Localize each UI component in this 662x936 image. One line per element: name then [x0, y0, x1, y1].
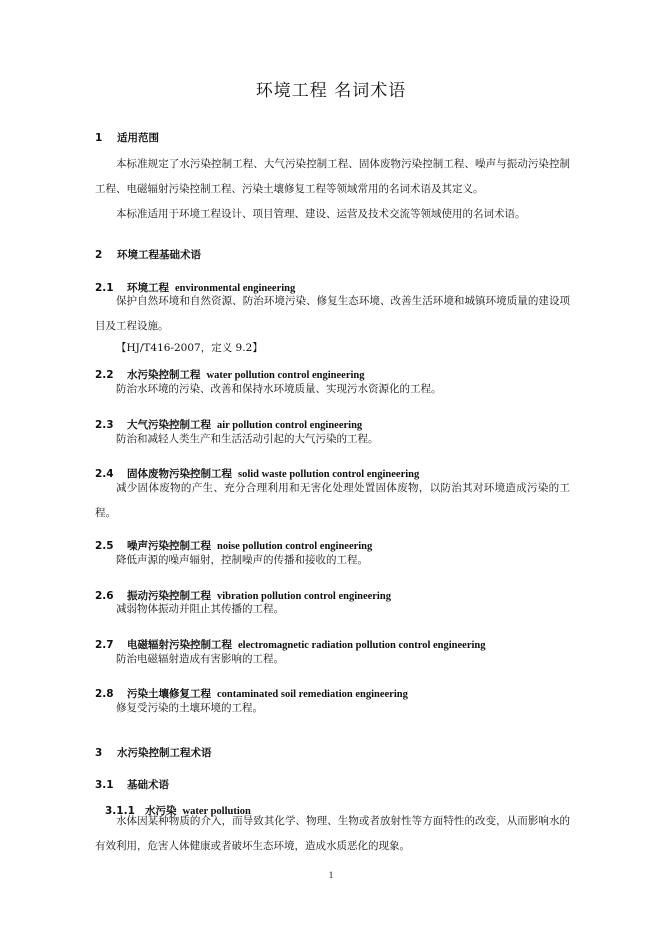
- term-chinese: 固体废物污染控制工程: [127, 468, 232, 480]
- term-number: 3.1: [95, 779, 114, 791]
- term-number: 3.1.1: [105, 805, 135, 817]
- term-english: solid waste pollution control engineering: [238, 469, 420, 480]
- term-definition: 降低声源的噪声辐射，控制噪声的传播和接收的工程。: [116, 554, 368, 566]
- term-english: contaminated soil remediation engineering: [217, 689, 408, 700]
- term-number: 2.2: [95, 369, 114, 381]
- term-definition: 防治水环境的污染、改善和保持水环境质量、实现污水资源化的工程。: [116, 383, 442, 395]
- document-title: 环境工程 名词术语: [255, 81, 407, 101]
- section-2-heading: [95, 247, 201, 262]
- term-chinese: 水污染: [145, 805, 177, 817]
- term-definition: 水体因某种物质的介入，而导致其化学、物理、生物或者放射性等方面特性的改变，从而影响水的有效利用，危害人体健康或者破坏生态环境，造成水质恶化的现象。: [95, 815, 570, 852]
- section-title: 水污染控制工程术语: [117, 747, 212, 759]
- term-number: 2.3: [95, 419, 114, 431]
- section-number: 3: [95, 747, 103, 759]
- paragraph: 本标准规定了水污染控制工程、大气污染控制工程、固体废物污染控制工程、噪声与振动污染控制工程、电磁辐射污染控制工程、污染土壤修复工程等领域常用的名词术语及其定义。: [95, 158, 570, 195]
- term-chinese: 电磁辐射污染控制工程: [127, 639, 232, 651]
- term-definition: 防治和减轻人类生产和生活活动引起的大气污染的工程。: [116, 433, 379, 445]
- term-english: water pollution control engineering: [206, 370, 365, 381]
- term-definition: 减弱物体振动并阻止其传播的工程。: [116, 603, 284, 615]
- term-english: electromagnetic radiation pollution control engineering: [238, 640, 486, 651]
- term-english: air pollution control engineering: [217, 420, 363, 431]
- term-definition: 保护自然环境和自然资源、防治环境污染、修复生态环境、改善生活环境和城镇环境质量的建设项目及工程设施。: [95, 295, 570, 332]
- section-title: 适用范围: [117, 132, 159, 144]
- term-definition: 减少固体废物的产生、充分合理利用和无害化处理处置固体废物，以防治其对环境造成污染的工程。: [95, 482, 570, 519]
- term-definition: 防治电磁辐射造成有害影响的工程。: [116, 653, 284, 665]
- term-chinese: 水污染控制工程: [127, 369, 201, 381]
- term-chinese: 环境工程: [127, 282, 169, 294]
- section-3-heading: [95, 745, 212, 760]
- page-number: 1: [328, 870, 334, 880]
- section-number: 2: [95, 249, 103, 261]
- term-english: noise pollution control engineering: [217, 541, 373, 552]
- term-reference: 【HJ/T416-2007，定义 9.2】: [116, 342, 263, 354]
- paragraph: 本标准适用于环境工程设计、项目管理、建设、运营及技术交流等领域使用的名词术语。: [116, 208, 526, 220]
- term-chinese: 基础术语: [127, 779, 169, 791]
- term-definition: 修复受污染的土壤环境的工程。: [116, 702, 263, 714]
- section-title: 环境工程基础术语: [117, 249, 201, 261]
- term-english: vibration pollution control engineering: [217, 591, 391, 602]
- section-1-heading: [95, 130, 159, 145]
- term-number: 2.6: [95, 590, 114, 602]
- term-english: water pollution: [182, 806, 251, 817]
- term-number: 2.5: [95, 540, 114, 552]
- term-number: 2.4: [95, 468, 114, 480]
- section-number: 1: [95, 132, 103, 144]
- term-english: environmental engineering: [175, 283, 296, 294]
- term-number: 2.8: [95, 688, 114, 700]
- term-chinese: 污染土壤修复工程: [127, 688, 211, 700]
- term-chinese: 噪声污染控制工程: [127, 540, 211, 552]
- term-chinese: 振动污染控制工程: [127, 590, 211, 602]
- term-number: 2.7: [95, 639, 114, 651]
- term-heading: [95, 773, 169, 792]
- term-number: 2.1: [95, 282, 114, 294]
- term-chinese: 大气污染控制工程: [127, 419, 211, 431]
